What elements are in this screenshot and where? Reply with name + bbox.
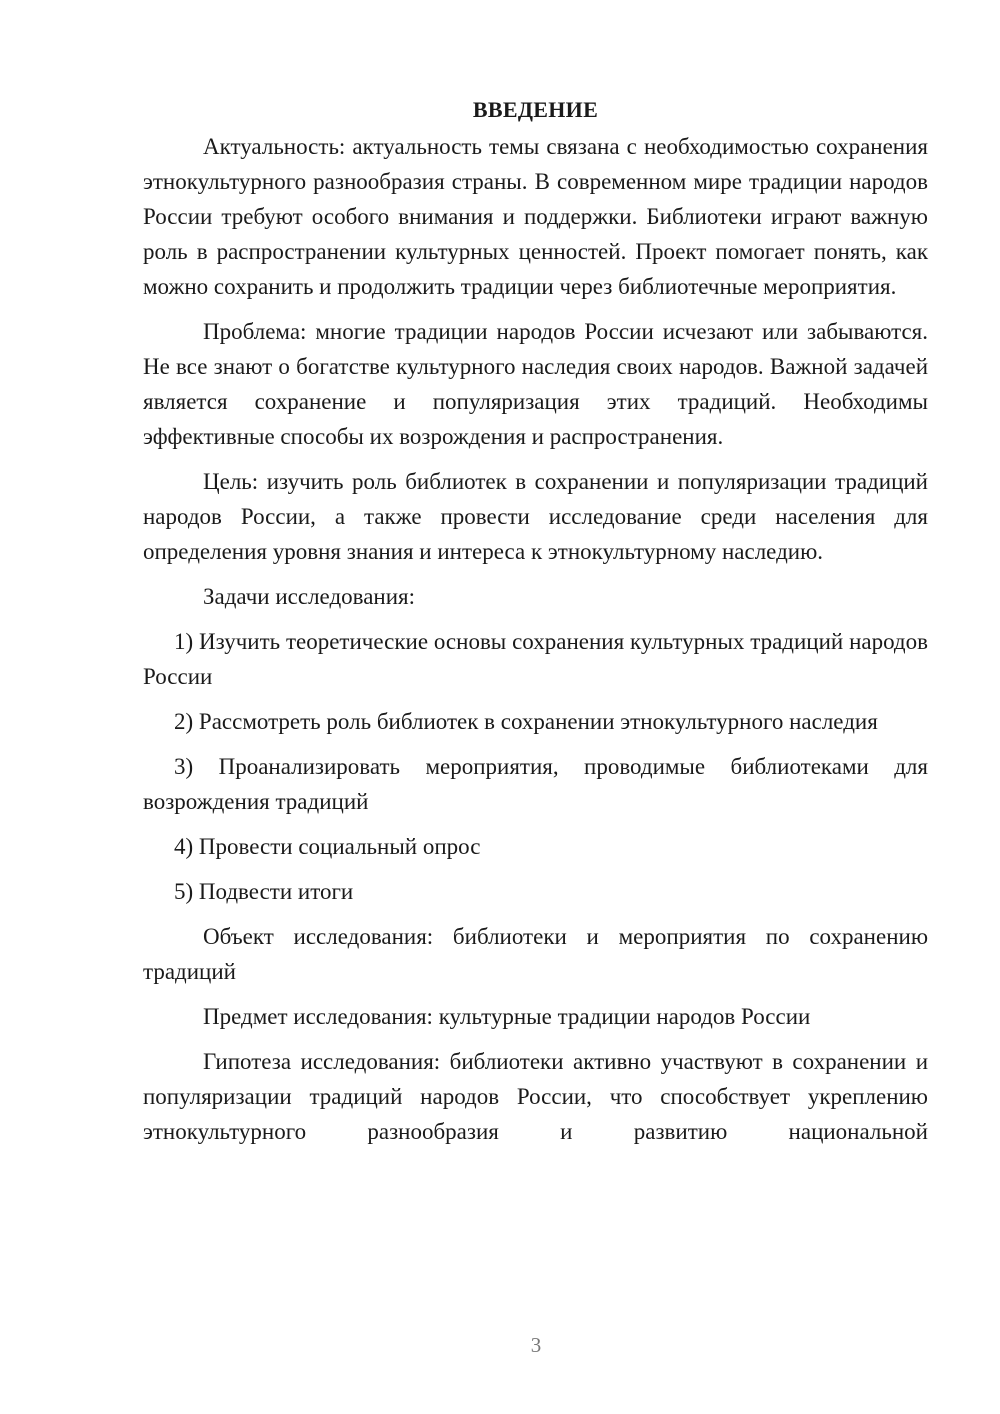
tasks-heading: Задачи исследования: xyxy=(203,584,416,609)
task-item-1: 1) Изучить теоретические основы сохранения культурных традиций народов России xyxy=(143,629,928,689)
problem-paragraph: Проблема: многие традиции народов России исчезают или забываются. Не все знают о богатстве культурного наследия своих народов. Важной задачей является сохранение и популяризация этих традиций. Необходимы эффективные способы их возрождения и распространения. xyxy=(143,319,928,449)
subject-paragraph: Предмет исследования: культурные традиции народов России xyxy=(203,1004,811,1029)
hypothesis-paragraph: Гипотеза исследования: библиотеки активно участвуют в сохранении и популяризации традиций народов России, что способствует укреплению этнокультурного разнообразия и развитию национальной xyxy=(143,1049,928,1144)
task-item-2: 2) Рассмотреть роль библиотек в сохранении этнокультурного наследия xyxy=(174,709,878,734)
task-item-3: 3) Проанализировать мероприятия, проводимые библиотеками для возрождения традиций xyxy=(143,754,928,814)
object-paragraph: Объект исследования: библиотеки и мероприятия по сохранению традиций xyxy=(143,924,928,984)
relevance-paragraph: Актуальность: актуальность темы связана с необходимостью сохранения этнокультурного разнообразия страны. В современном мире традиции народов России требуют особого внимания и поддержки. Библиотеки играют важную роль в распространении культурных ценностей. Проект помогает понять, как можно сохранить и продолжить традиции через библиотечные мероприятия. xyxy=(143,134,928,299)
page-number: 3 xyxy=(530,1333,542,1357)
section-title: ВВЕДЕНИЕ xyxy=(472,97,599,122)
goal-paragraph: Цель: изучить роль библиотек в сохранении и популяризации традиций народов России, а также провести исследование среди населения для определения уровня знания и интереса к этнокультурному наследию. xyxy=(143,469,928,564)
task-item-5: 5) Подвести итоги xyxy=(174,879,354,904)
page-content xyxy=(143,92,928,1159)
task-item-4: 4) Провести социальный опрос xyxy=(174,834,481,859)
